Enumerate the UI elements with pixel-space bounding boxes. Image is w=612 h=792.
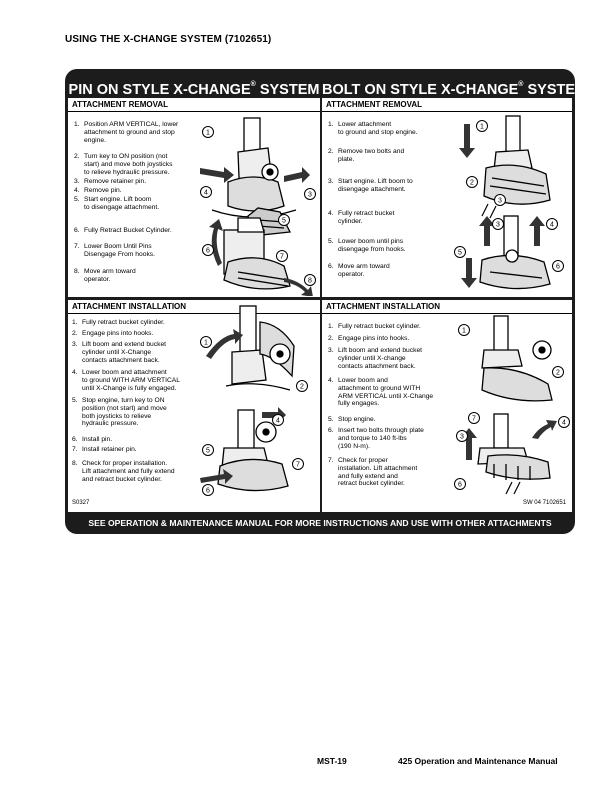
callout-4: 4 — [276, 417, 280, 425]
step-text: Engage pins into hooks. — [82, 330, 154, 337]
step-number: 1. — [328, 323, 334, 330]
callout-1: 1 — [204, 339, 208, 347]
step-number: 5. — [328, 238, 334, 245]
bolt-install-panel — [322, 300, 572, 512]
step-text: Lower boom until pins — [338, 238, 404, 245]
callout-5: 5 — [458, 249, 462, 257]
step-number: 4. — [328, 210, 334, 217]
step-text: and torque to 140 ft-lbs — [338, 434, 407, 442]
step-text: Move arm toward — [338, 263, 390, 270]
step-text: plate. — [338, 155, 355, 163]
step-number: 7. — [328, 457, 334, 464]
step-text: to ground WITH ARM VERTICAL — [82, 376, 180, 384]
step-number: 1. — [74, 121, 80, 128]
pin-on-title-text: PIN ON STYLE X-CHANGE — [68, 82, 251, 98]
instruction-step — [328, 323, 421, 331]
callout-5: 5 — [282, 217, 286, 225]
step-number: 3. — [328, 178, 334, 185]
page-code: MST-19 — [317, 756, 347, 766]
step-number: 4. — [72, 369, 78, 376]
instruction-step — [328, 178, 413, 194]
callout-3: 3 — [460, 433, 464, 441]
step-text: Remove retainer pin. — [84, 178, 147, 185]
instruction-step — [74, 178, 146, 186]
step-text: Check for proper installation. — [82, 460, 168, 467]
step-text: Install pin. — [82, 436, 113, 443]
step-number: 2. — [74, 153, 80, 160]
step-number: 6. — [328, 263, 334, 270]
step-text: fully engages. — [338, 400, 380, 408]
step-text: and fully extend and — [338, 472, 398, 480]
pin-install-illustration — [196, 302, 318, 500]
callout-3: 3 — [496, 221, 500, 229]
step-text: cylinder until X-change — [338, 354, 406, 362]
step-text: Remove two bolts and — [338, 148, 405, 155]
instruction-step — [72, 397, 167, 428]
step-number: 1. — [72, 319, 78, 326]
instruction-step — [72, 436, 112, 444]
step-text: contacts attachment back. — [82, 356, 160, 364]
step-text: both joysticks to relieve — [82, 412, 152, 420]
step-text: start) and move both joysticks — [84, 160, 173, 168]
step-text: operator. — [338, 270, 365, 278]
instruction-step — [72, 341, 166, 364]
instruction-step — [72, 369, 180, 392]
step-text: until X-Change is fully engaged. — [82, 384, 177, 392]
step-text: Stop engine, turn key to ON — [82, 397, 165, 404]
reg-mark: ® — [518, 81, 524, 88]
step-text: operator. — [84, 275, 111, 283]
instruction-step — [328, 416, 376, 424]
step-number: 3. — [72, 341, 78, 348]
step-text: contacts attachment back. — [338, 362, 416, 370]
step-text: to disengage attachment. — [84, 203, 160, 211]
step-text: Fully retract bucket cylinder. — [338, 323, 421, 330]
callout-4: 4 — [550, 221, 554, 229]
step-text: Lower boom and — [338, 377, 388, 384]
bolt-install-heading: ATTACHMENT INSTALLATION — [322, 300, 572, 314]
system-word: SYSTEM — [259, 82, 320, 98]
step-text: and retract bucket cylinder. — [82, 475, 162, 483]
callout-6: 6 — [556, 263, 560, 271]
instruction-step — [74, 153, 172, 176]
step-text: Fully Retract Bucket Cylinder. — [84, 227, 172, 234]
callout-6: 6 — [206, 487, 210, 495]
bolt-removal-panel — [322, 98, 572, 297]
instruction-step — [74, 268, 136, 284]
callout-1: 1 — [462, 327, 466, 335]
page-heading: USING THE X-CHANGE SYSTEM (7102651) — [65, 34, 272, 45]
instruction-step — [328, 427, 424, 450]
step-text: Stop engine. — [338, 416, 376, 423]
step-text: disengage attachment. — [338, 185, 406, 193]
step-number: 6. — [74, 227, 80, 234]
pin-install-panel — [68, 300, 320, 512]
callout-3: 3 — [498, 197, 502, 205]
instruction-step — [328, 121, 418, 137]
pin-on-title — [68, 72, 320, 98]
callout-7: 7 — [280, 253, 284, 261]
bolt-on-title — [322, 72, 588, 98]
step-text: engine. — [84, 136, 106, 144]
step-text: cylinder until X-Change — [82, 348, 152, 356]
callout-7: 7 — [472, 415, 476, 423]
step-text: Lower boom and attachment — [82, 369, 167, 376]
step-text: retract bucket cylinder. — [338, 480, 405, 488]
callout-5: 5 — [206, 447, 210, 455]
step-text: Move arm toward — [84, 268, 136, 275]
instruction-step — [328, 347, 422, 370]
callout-2: 2 — [470, 179, 474, 187]
step-text: position (not start) and move — [82, 404, 167, 412]
step-text: Install retainer pin. — [82, 446, 137, 453]
instruction-step — [328, 238, 406, 254]
step-number: 2. — [72, 330, 78, 337]
step-text: Position ARM VERTICAL, lower — [84, 121, 179, 128]
step-number: 2. — [328, 148, 334, 155]
step-text: attachment to ground and stop — [84, 128, 175, 136]
instruction-step — [328, 210, 395, 226]
instruction-step — [328, 263, 390, 279]
step-number: 6. — [328, 427, 334, 434]
step-number: 5. — [328, 416, 334, 423]
bolt-install-illustration — [454, 314, 570, 498]
callout-7: 7 — [296, 461, 300, 469]
step-text: (190 N-m). — [338, 442, 370, 450]
instruction-step — [328, 148, 404, 164]
step-number: 5. — [72, 397, 78, 404]
step-text: installation. Lift attachment — [338, 464, 418, 472]
decal-footer-note: SEE OPERATION & MAINTENANCE MANUAL FOR MORE INSTRUCTIONS AND USE WITH OTHER ATTACHMENTS — [88, 518, 552, 528]
step-number: 4. — [74, 187, 80, 194]
step-number: 6. — [72, 436, 78, 443]
step-text: Check for proper — [338, 457, 388, 464]
instruction-step — [74, 227, 172, 235]
callout-1: 1 — [480, 123, 484, 131]
step-text: Disengage From hooks. — [84, 250, 155, 258]
step-text: hydraulic pressure. — [82, 420, 139, 428]
step-text: attachment to ground WITH — [338, 384, 421, 392]
step-text: Lower attachment — [338, 121, 392, 128]
instruction-step — [72, 446, 137, 454]
instruction-step — [328, 377, 433, 408]
step-text: Turn key to ON position (not — [84, 153, 168, 160]
instruction-step — [328, 457, 417, 488]
instruction-step — [328, 335, 409, 343]
callout-3: 3 — [308, 191, 312, 199]
callout-2: 2 — [556, 369, 560, 377]
instruction-step — [74, 121, 178, 144]
pin-install-heading: ATTACHMENT INSTALLATION — [68, 300, 320, 314]
step-text: Lift boom and extend bucket — [82, 341, 167, 348]
step-number: 3. — [328, 347, 334, 354]
callout-8: 8 — [308, 277, 312, 285]
step-text: to relieve hydraulic pressure. — [84, 168, 170, 176]
system-word: SYSTEM — [527, 82, 588, 98]
instruction-step — [74, 243, 155, 259]
step-text: Lift boom and extend bucket — [338, 347, 423, 354]
pin-install-code: S0327 — [72, 500, 90, 506]
step-number: 7. — [74, 243, 80, 250]
step-number: 8. — [74, 268, 80, 275]
step-text: Start engine. Lift boom — [84, 196, 152, 203]
step-number: 2. — [328, 335, 334, 342]
callout-2: 2 — [300, 383, 304, 391]
step-number: 7. — [72, 446, 78, 453]
step-text: Engage pins into hooks. — [338, 335, 410, 342]
callout-4: 4 — [562, 419, 566, 427]
instruction-step — [72, 319, 165, 327]
callout-6: 6 — [206, 247, 210, 255]
step-number: 1. — [328, 121, 334, 128]
step-text: Fully retract bucket cylinder. — [82, 319, 165, 326]
instruction-step — [72, 460, 175, 483]
bolt-removal-illustration — [452, 112, 572, 296]
callout-1: 1 — [206, 129, 210, 137]
pin-removal-heading: ATTACHMENT REMOVAL — [68, 98, 320, 112]
step-text: Fully retract bucket — [338, 210, 395, 217]
step-text: to ground and stop engine. — [338, 128, 418, 136]
pin-removal-panel — [68, 98, 320, 297]
callout-6: 6 — [458, 481, 462, 489]
step-text: ARM VERTICAL until X-Change — [338, 392, 434, 400]
pin-removal-illustration — [198, 112, 318, 296]
step-text: Insert two bolts through plate — [338, 427, 424, 434]
bolt-on-title-text: BOLT ON STYLE X-CHANGE — [322, 82, 519, 98]
step-text: disengage from hooks. — [338, 245, 406, 253]
step-text: Remove pin. — [84, 187, 122, 194]
manual-title: 425 Operation and Maintenance Manual — [398, 756, 558, 766]
callout-4: 4 — [204, 189, 208, 197]
instruction-step — [74, 196, 159, 212]
bolt-removal-heading: ATTACHMENT REMOVAL — [322, 98, 572, 112]
step-number: 5. — [74, 196, 80, 203]
step-number: 8. — [72, 460, 78, 467]
instruction-step — [74, 187, 122, 195]
bolt-install-code: SW 04 7102651 — [522, 500, 566, 506]
instruction-step — [72, 330, 153, 338]
step-text: cylinder. — [338, 217, 363, 225]
step-text: Lift attachment and fully extend — [82, 467, 175, 475]
step-text: Start engine. Lift boom to — [338, 178, 413, 185]
reg-mark: ® — [250, 81, 256, 88]
step-number: 4. — [328, 377, 334, 384]
step-text: Lower Boom Until Pins — [84, 243, 152, 250]
step-number: 3. — [74, 178, 80, 185]
